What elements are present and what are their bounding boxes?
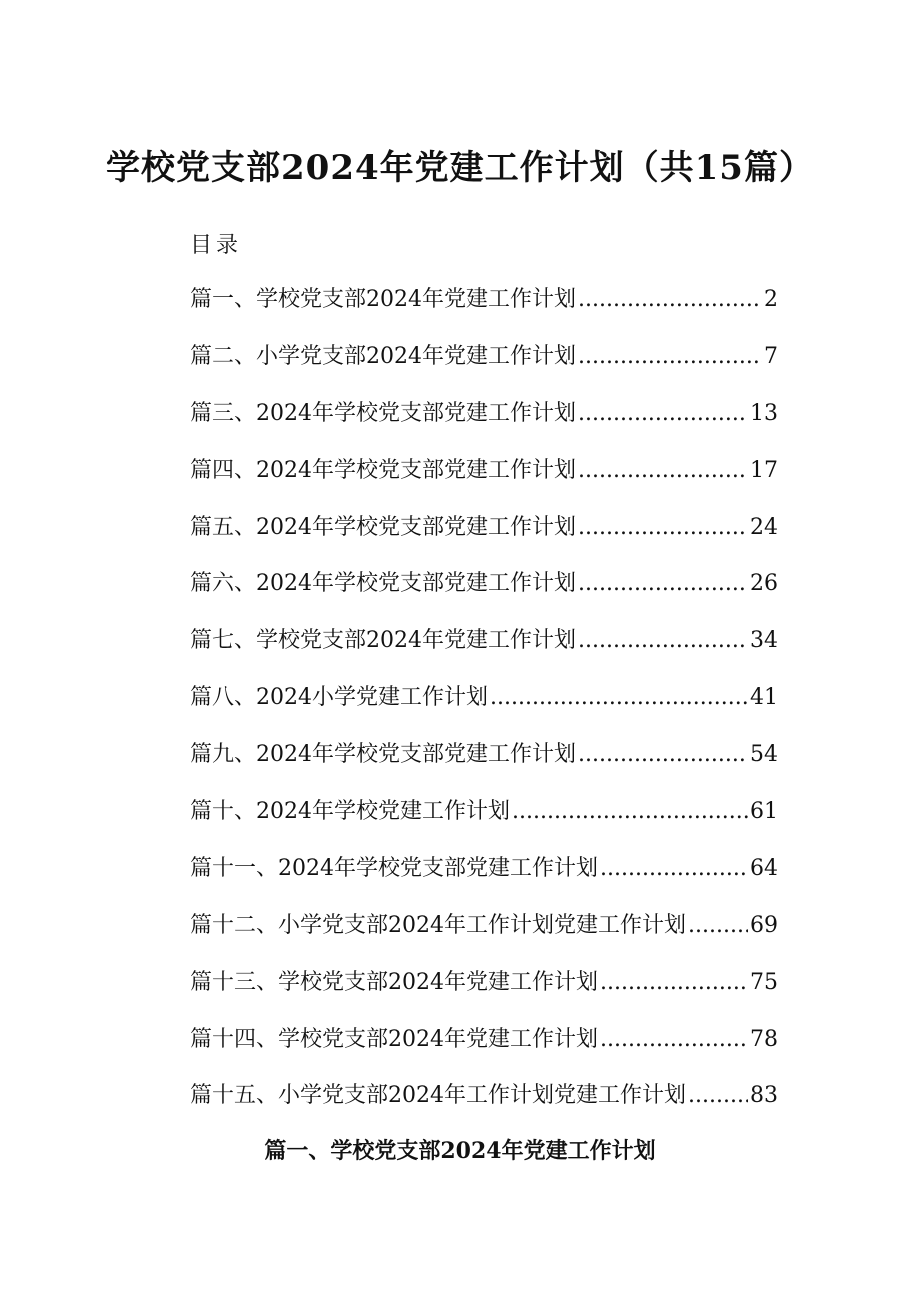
toc-dot-leader xyxy=(578,337,762,377)
toc-entry-title: 篇十一、2024年学校党支部党建工作计划 xyxy=(190,855,598,881)
toc-entry-title: 篇十三、学校党支部2024年党建工作计划 xyxy=(190,969,598,995)
toc-dot-leader xyxy=(578,564,748,604)
toc-entry-page: 54 xyxy=(750,742,778,768)
toc-entry[interactable] xyxy=(190,1020,778,1077)
toc-entry-title: 篇五、2024年学校党支部党建工作计划 xyxy=(190,514,576,540)
toc-entry-page: 26 xyxy=(750,571,778,597)
toc-entry-page: 83 xyxy=(750,1083,778,1109)
toc-entry[interactable] xyxy=(190,508,778,565)
toc-entry[interactable] xyxy=(190,906,778,963)
toc-entry[interactable] xyxy=(190,792,778,849)
toc-entry-title: 篇九、2024年学校党支部党建工作计划 xyxy=(190,742,576,768)
toc-entry[interactable] xyxy=(190,735,778,792)
toc-entry[interactable] xyxy=(190,451,778,508)
toc-entry-page: 61 xyxy=(750,799,778,825)
toc-entry-page: 13 xyxy=(750,400,778,426)
table-of-contents xyxy=(190,280,778,1133)
toc-entry-title: 篇一、学校党支部2024年党建工作计划 xyxy=(190,287,576,312)
toc-entry[interactable] xyxy=(190,678,778,735)
toc-entry[interactable] xyxy=(190,963,778,1020)
toc-dot-leader xyxy=(688,1076,748,1116)
toc-entry-title: 篇十五、小学党支部2024年工作计划党建工作计划 xyxy=(190,1083,686,1109)
section-heading: 篇一、学校党支部2024年党建工作计划 xyxy=(264,1138,656,1164)
toc-dot-leader xyxy=(600,1020,748,1060)
toc-dot-leader xyxy=(578,280,762,320)
toc-entry[interactable] xyxy=(190,564,778,621)
toc-entry-page: 41 xyxy=(750,685,778,711)
toc-entry-page: 2 xyxy=(764,287,778,312)
toc-entry-page: 78 xyxy=(750,1026,778,1052)
toc-dot-leader xyxy=(600,963,748,1003)
toc-dot-leader xyxy=(688,906,748,946)
toc-entry-page: 17 xyxy=(750,457,778,483)
toc-entry[interactable] xyxy=(190,1076,778,1133)
toc-entry[interactable] xyxy=(190,849,778,906)
toc-entry-title: 篇二、小学党支部2024年党建工作计划 xyxy=(190,343,576,369)
toc-entry-title: 篇六、2024年学校党支部党建工作计划 xyxy=(190,571,576,597)
toc-entry-page: 75 xyxy=(750,969,778,995)
toc-dot-leader xyxy=(512,792,748,832)
toc-dot-leader xyxy=(600,849,748,889)
toc-entry[interactable] xyxy=(190,394,778,451)
toc-entry-page: 7 xyxy=(764,343,778,369)
toc-entry[interactable] xyxy=(190,621,778,678)
toc-entry-title: 篇十二、小学党支部2024年工作计划党建工作计划 xyxy=(190,912,686,938)
toc-entry[interactable] xyxy=(190,280,778,337)
toc-entry-title: 篇四、2024年学校党支部党建工作计划 xyxy=(190,457,576,483)
toc-dot-leader xyxy=(578,394,748,434)
toc-heading: 目录 xyxy=(190,233,243,258)
toc-entry-page: 34 xyxy=(750,628,778,654)
toc-entry-page: 64 xyxy=(750,855,778,881)
toc-dot-leader xyxy=(578,451,748,491)
toc-entry-title: 篇十四、学校党支部2024年党建工作计划 xyxy=(190,1026,598,1052)
toc-entry-title: 篇七、学校党支部2024年党建工作计划 xyxy=(190,628,576,654)
toc-dot-leader xyxy=(578,735,748,775)
toc-entry-page: 24 xyxy=(750,514,778,540)
toc-dot-leader xyxy=(490,678,748,718)
toc-dot-leader xyxy=(578,508,748,548)
toc-entry-page: 69 xyxy=(750,912,778,938)
toc-dot-leader xyxy=(578,621,748,661)
toc-entry-title: 篇三、2024年学校党支部党建工作计划 xyxy=(190,400,576,426)
toc-entry-title: 篇十、2024年学校党建工作计划 xyxy=(190,799,510,825)
toc-entry[interactable] xyxy=(190,337,778,394)
toc-entry-title: 篇八、2024小学党建工作计划 xyxy=(190,685,488,711)
document-title: 学校党支部2024年党建工作计划（共15篇） xyxy=(106,148,814,188)
